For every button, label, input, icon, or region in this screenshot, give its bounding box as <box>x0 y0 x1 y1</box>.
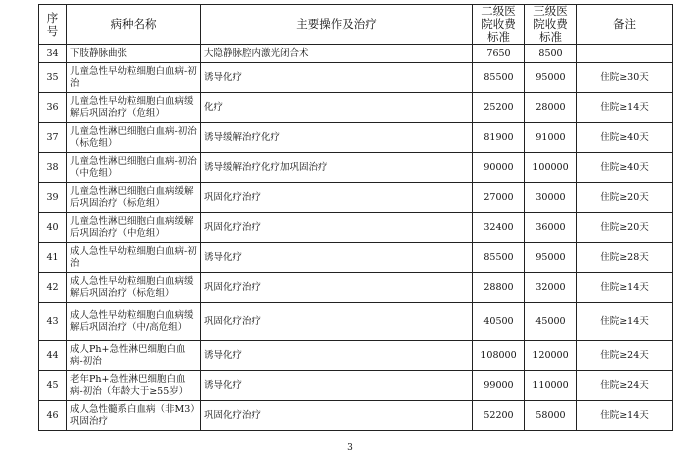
cell-fee-level3: 32000 <box>525 273 577 303</box>
cell-fee-level3: 95000 <box>525 243 577 273</box>
cell-no: 35 <box>39 63 67 93</box>
cell-note: 住院≥14天 <box>577 401 673 431</box>
cell-disease: 儿童急性早幼粒细胞白血病缓解后巩固治疗（危组） <box>67 93 201 123</box>
cell-treatment: 大隐静脉腔内激光闭合术 <box>201 45 473 63</box>
page-number: 3 <box>347 443 353 453</box>
cell-disease: 成人Ph+急性淋巴细胞白血病-初治 <box>67 341 201 371</box>
table-row <box>39 341 673 371</box>
cell-disease: 成人急性早幼粒细胞白血病缓解后巩固治疗（中/高危组） <box>67 303 201 341</box>
table-row <box>39 303 673 341</box>
cell-treatment: 诱导缓解治疗化疗加巩固治疗 <box>201 153 473 183</box>
cell-disease: 成人急性早幼粒细胞白血病缓解后巩固治疗（标危组） <box>67 273 201 303</box>
cell-fee-level2: 40500 <box>473 303 525 341</box>
table-row <box>39 213 673 243</box>
fee-table <box>38 4 673 431</box>
cell-fee-level2: 85500 <box>473 243 525 273</box>
cell-disease: 儿童急性淋巴细胞白血病-初治（标危组） <box>67 123 201 153</box>
cell-fee-level3: 100000 <box>525 153 577 183</box>
table-row <box>39 401 673 431</box>
cell-no: 37 <box>39 123 67 153</box>
table-row <box>39 273 673 303</box>
cell-fee-level3: 95000 <box>525 63 577 93</box>
table-row <box>39 45 673 63</box>
cell-fee-level3: 45000 <box>525 303 577 341</box>
header-no: 序号 <box>39 5 67 45</box>
cell-treatment: 化疗 <box>201 93 473 123</box>
cell-disease: 老年Ph+急性淋巴细胞白血病-初治（年龄大于≥55岁） <box>67 371 201 401</box>
cell-fee-level2: 90000 <box>473 153 525 183</box>
cell-disease: 下肢静脉曲张 <box>67 45 201 63</box>
cell-no: 38 <box>39 153 67 183</box>
cell-fee-level2: 32400 <box>473 213 525 243</box>
cell-disease: 成人急性早幼粒细胞白血病-初治 <box>67 243 201 273</box>
cell-note <box>577 45 673 63</box>
cell-fee-level3: 110000 <box>525 371 577 401</box>
cell-fee-level2: 27000 <box>473 183 525 213</box>
cell-note: 住院≥14天 <box>577 303 673 341</box>
cell-disease: 儿童急性早幼粒细胞白血病-初治 <box>67 63 201 93</box>
cell-treatment: 诱导化疗 <box>201 371 473 401</box>
cell-fee-level3: 30000 <box>525 183 577 213</box>
cell-no: 45 <box>39 371 67 401</box>
cell-treatment: 巩固化疗治疗 <box>201 273 473 303</box>
cell-fee-level2: 52200 <box>473 401 525 431</box>
cell-no: 39 <box>39 183 67 213</box>
header-note: 备注 <box>577 5 673 45</box>
table-row <box>39 243 673 273</box>
cell-no: 36 <box>39 93 67 123</box>
cell-disease: 儿童急性淋巴细胞白血病缓解后巩固治疗（中危组） <box>67 213 201 243</box>
cell-no: 41 <box>39 243 67 273</box>
cell-no: 43 <box>39 303 67 341</box>
table-row <box>39 93 673 123</box>
cell-treatment: 诱导缓解治疗化疗 <box>201 123 473 153</box>
cell-note: 住院≥20天 <box>577 213 673 243</box>
table-row <box>39 123 673 153</box>
cell-no: 34 <box>39 45 67 63</box>
header-fee-level2: 二级医院收费标准 <box>473 5 525 45</box>
cell-fee-level2: 85500 <box>473 63 525 93</box>
table-row <box>39 183 673 213</box>
header-row <box>39 5 673 45</box>
cell-fee-level3: 8500 <box>525 45 577 63</box>
cell-fee-level3: 58000 <box>525 401 577 431</box>
cell-disease: 儿童急性淋巴细胞白血病缓解后巩固治疗（标危组） <box>67 183 201 213</box>
cell-treatment: 诱导化疗 <box>201 341 473 371</box>
cell-no: 44 <box>39 341 67 371</box>
cell-note: 住院≥14天 <box>577 93 673 123</box>
table-row <box>39 371 673 401</box>
cell-treatment: 巩固化疗治疗 <box>201 303 473 341</box>
cell-treatment: 巩固化疗治疗 <box>201 401 473 431</box>
cell-no: 46 <box>39 401 67 431</box>
cell-note: 住院≥14天 <box>577 273 673 303</box>
header-disease: 病种名称 <box>67 5 201 45</box>
cell-note: 住院≥40天 <box>577 123 673 153</box>
cell-treatment: 巩固化疗治疗 <box>201 183 473 213</box>
cell-no: 40 <box>39 213 67 243</box>
cell-disease: 成人急性髓系白血病（非M3）巩固治疗 <box>67 401 201 431</box>
cell-note: 住院≥20天 <box>577 183 673 213</box>
cell-fee-level3: 28000 <box>525 93 577 123</box>
cell-treatment: 诱导化疗 <box>201 63 473 93</box>
cell-note: 住院≥28天 <box>577 243 673 273</box>
cell-note: 住院≥40天 <box>577 153 673 183</box>
cell-fee-level3: 91000 <box>525 123 577 153</box>
header-fee-level3: 三级医院收费标准 <box>525 5 577 45</box>
cell-fee-level2: 81900 <box>473 123 525 153</box>
cell-note: 住院≥30天 <box>577 63 673 93</box>
cell-fee-level2: 7650 <box>473 45 525 63</box>
table-row <box>39 63 673 93</box>
cell-fee-level3: 36000 <box>525 213 577 243</box>
cell-no: 42 <box>39 273 67 303</box>
cell-fee-level2: 25200 <box>473 93 525 123</box>
cell-treatment: 诱导化疗 <box>201 243 473 273</box>
table-row <box>39 153 673 183</box>
cell-fee-level2: 99000 <box>473 371 525 401</box>
cell-treatment: 巩固化疗治疗 <box>201 213 473 243</box>
cell-fee-level3: 120000 <box>525 341 577 371</box>
cell-fee-level2: 108000 <box>473 341 525 371</box>
cell-note: 住院≥24天 <box>577 341 673 371</box>
cell-note: 住院≥24天 <box>577 371 673 401</box>
cell-fee-level2: 28800 <box>473 273 525 303</box>
cell-disease: 儿童急性淋巴细胞白血病-初治（中危组） <box>67 153 201 183</box>
header-treatment: 主要操作及治疗 <box>201 5 473 45</box>
